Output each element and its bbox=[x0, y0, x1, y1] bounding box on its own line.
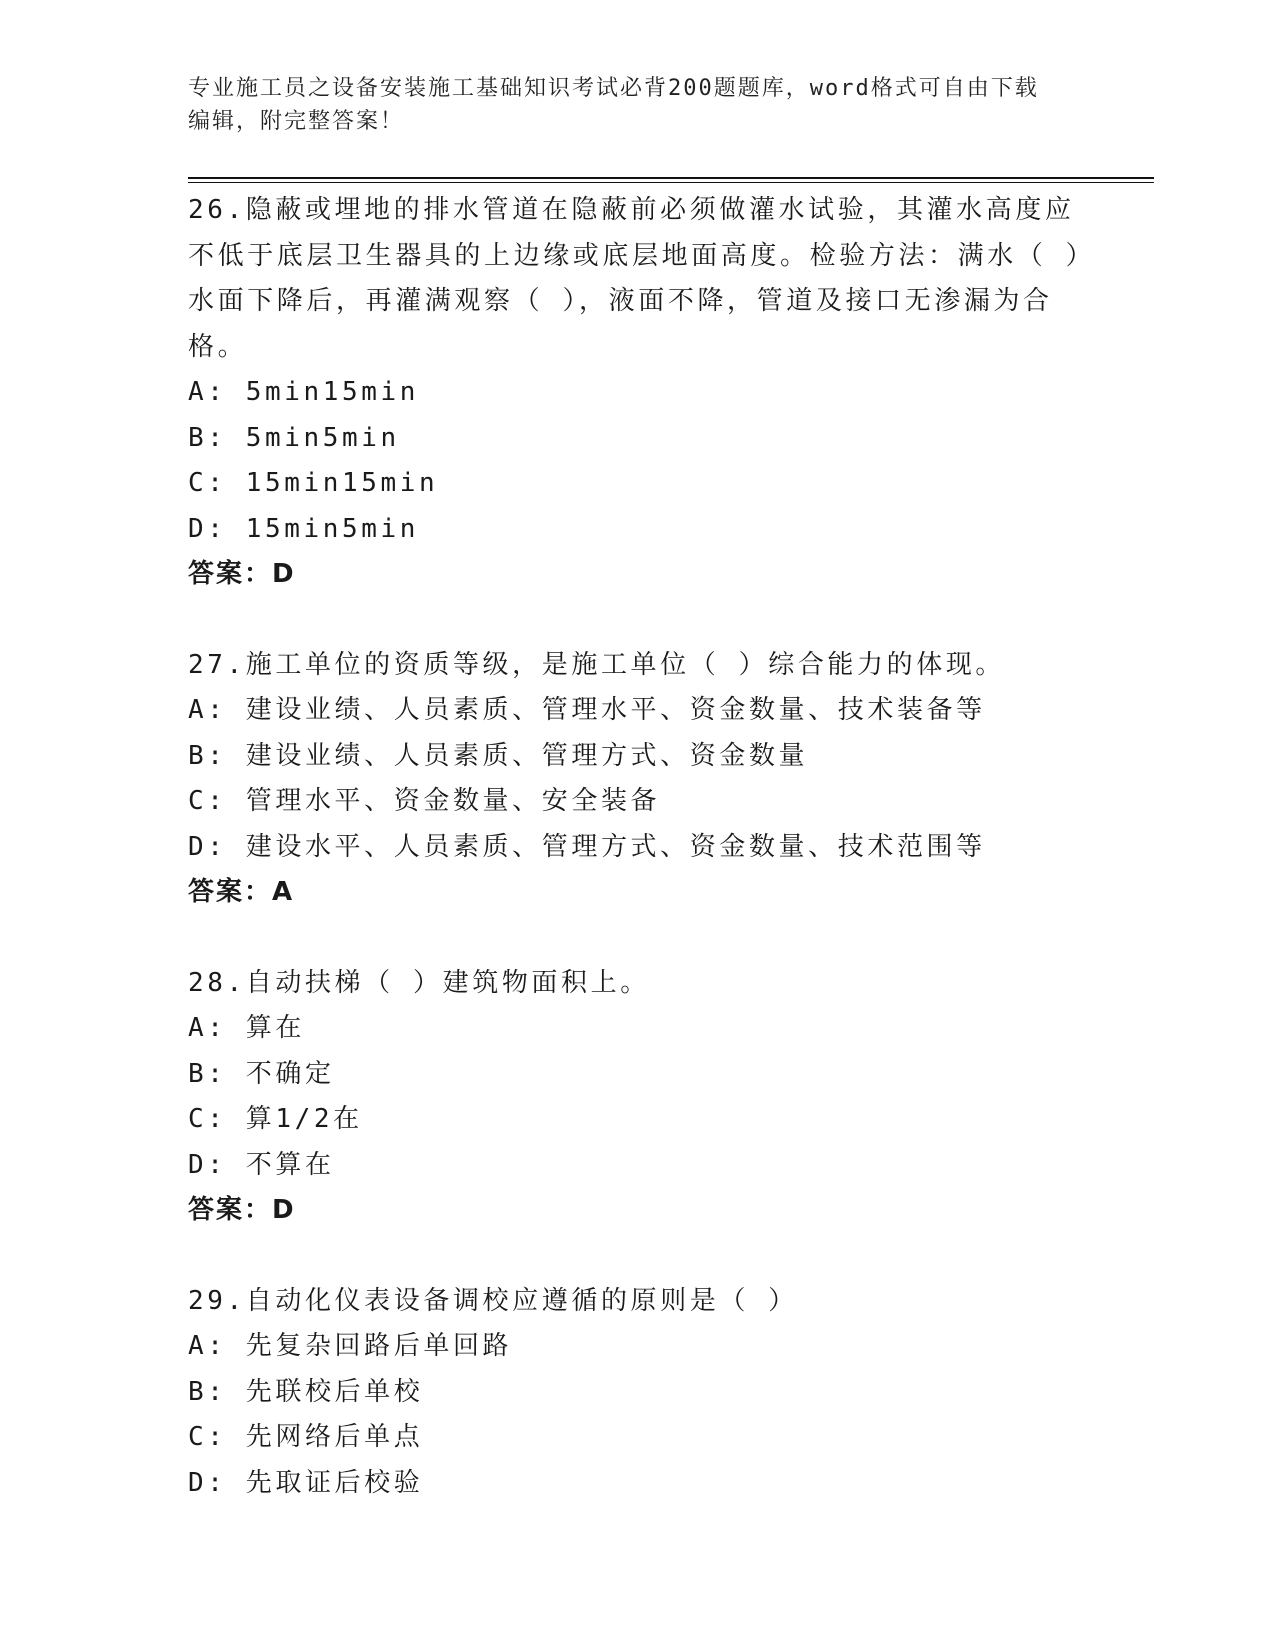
question-stem: 27.施工单位的资质等级，是施工单位（ ）综合能力的体现。 bbox=[188, 649, 1006, 680]
option-d: D: 不算在 bbox=[188, 1149, 335, 1180]
question-29 bbox=[188, 1279, 1088, 1507]
question-stem: 28.自动扶梯（ ）建筑物面积上。 bbox=[188, 967, 650, 998]
spacer bbox=[188, 598, 1088, 643]
question-stem: 26.隐蔽或埋地的排水管道在隐蔽前必须做灌水试验，其灌水高度应不低于底层卫生器具的上边缘或底层地面高度。检验方法：满水（ ）水面下降后，再灌满观察（ ），液面不降，管道及接口无渗漏为合格。 bbox=[188, 195, 1083, 362]
option-c: C: 管理水平、资金数量、安全装备 bbox=[188, 786, 661, 816]
question-26 bbox=[188, 188, 1088, 598]
option-d: D: 建设水平、人员素质、管理方式、资金数量、技术范围等 bbox=[188, 831, 986, 862]
answer-line: 答案：A bbox=[188, 877, 295, 907]
option-c: C: 算1/2在 bbox=[188, 1104, 363, 1134]
option-a: A: 5min15min bbox=[188, 377, 420, 407]
answer-line: 答案：D bbox=[188, 1195, 296, 1225]
option-d: D: 先取证后校验 bbox=[188, 1467, 424, 1498]
spacer bbox=[188, 1234, 1088, 1279]
spacer bbox=[188, 916, 1088, 961]
document-header bbox=[188, 72, 1068, 138]
question-stem: 29.自动化仪表设备调校应遵循的原则是（ ） bbox=[188, 1285, 798, 1316]
question-list bbox=[188, 188, 1088, 1506]
option-c: C: 先网络后单点 bbox=[188, 1422, 424, 1452]
header-line-1: 专业施工员之设备安装施工基础知识考试必背200题题库，word格式可自由下载 bbox=[188, 76, 1039, 101]
answer-line: 答案：D bbox=[188, 559, 296, 589]
header-line-2: 编辑，附完整答案！ bbox=[188, 109, 405, 134]
option-b: B: 建设业绩、人员素质、管理方式、资金数量 bbox=[188, 740, 809, 771]
option-d: D: 15min5min bbox=[188, 513, 420, 544]
option-a: A: 先复杂回路后单回路 bbox=[188, 1331, 513, 1361]
question-27 bbox=[188, 643, 1088, 916]
option-a: A: 算在 bbox=[188, 1013, 305, 1043]
header-divider-thin bbox=[188, 182, 1154, 183]
option-b: B: 先联校后单校 bbox=[188, 1376, 424, 1407]
header-divider-thick bbox=[188, 177, 1154, 179]
option-b: B: 不确定 bbox=[188, 1058, 335, 1089]
question-28 bbox=[188, 961, 1088, 1234]
option-b: B: 5min5min bbox=[188, 422, 400, 453]
option-c: C: 15min15min bbox=[188, 468, 439, 498]
option-a: A: 建设业绩、人员素质、管理水平、资金数量、技术装备等 bbox=[188, 695, 986, 725]
